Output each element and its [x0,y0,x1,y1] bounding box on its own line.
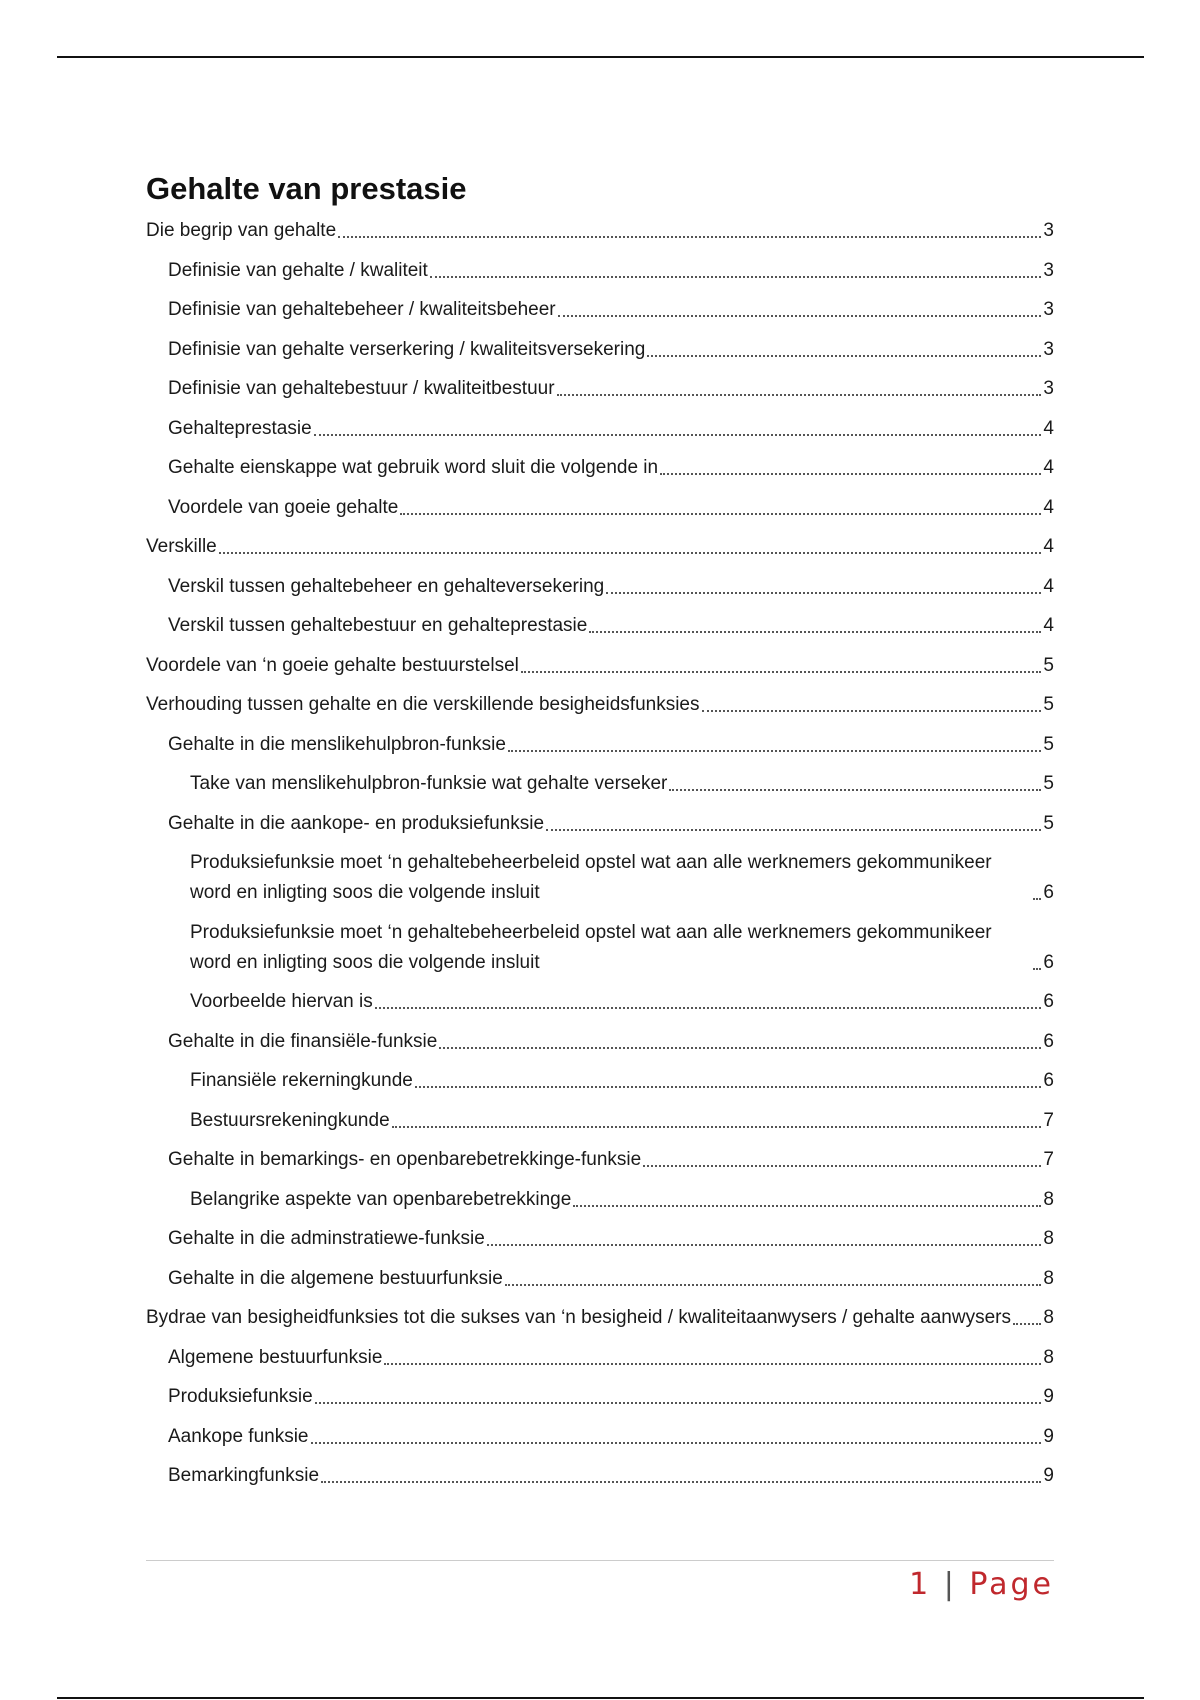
toc-page-number: 3 [1043,220,1054,241]
table-of-contents [146,216,1054,1491]
toc-page-number: 3 [1043,338,1054,360]
toc-entry-text: Finansiële rekerningkunde [190,1070,413,1091]
toc-page-number: 6 [1043,1030,1054,1052]
toc-entry[interactable] [146,769,1054,799]
toc-dot-leader [702,710,1042,712]
toc-entry-text: Voordele van goeie gehalte [168,496,399,518]
toc-entry-text: Gehalte in die algemene bestuurfunksie [168,1267,503,1289]
toc-entry-text: Voorbeelde hiervan is [190,991,373,1012]
toc-dot-leader [589,631,1041,633]
toc-entry-text: Verskil tussen gehaltebeheer en gehalteversekering [168,575,605,597]
toc-dot-leader [1033,898,1041,900]
toc-page-number: 5 [1043,733,1054,755]
toc-entry[interactable] [146,1343,1054,1373]
toc-dot-leader [487,1244,1042,1246]
toc-page-number: 8 [1043,1267,1054,1289]
toc-page-number: 7 [1043,1149,1054,1170]
toc-dot-leader [415,1086,1042,1088]
toc-page-number: 8 [1043,1228,1054,1249]
toc-entry-text: Gehalte in bemarkings- en openbarebetrekkinge-funksie [168,1149,642,1170]
document-body [146,170,1054,1501]
toc-entry[interactable] [146,1264,1054,1294]
toc-entry-text: Produksiefunksie moet ‘n gehaltebeheerbeleid opstel wat aan alle werknemers gekommunikeer word en inligting soos die volgende insluit [190,852,992,903]
toc-entry[interactable] [146,256,1054,286]
toc-page-number: 4 [1043,417,1054,439]
toc-page-number: 6 [1043,882,1054,903]
toc-page-number: 4 [1043,536,1054,557]
toc-entry-text: Gehalte eienskappe wat gebruik word sluit die volgende in [168,457,659,478]
toc-entry-text: Gehalteprestasie [168,417,312,439]
toc-page-number: 8 [1043,1346,1054,1368]
toc-entry-text: Aankope funksie [168,1425,309,1447]
toc-entry-text: Bemarkingfunksie [168,1465,320,1486]
toc-page-number: 5 [1043,812,1054,834]
toc-entry[interactable] [146,651,1054,681]
toc-entry-text: Produksiefunksie [168,1386,313,1407]
toc-dot-leader [314,434,1042,436]
toc-entry-text: Take van menslikehulpbron-funksie wat gehalte verseker [190,773,668,794]
page-footer [909,1567,1054,1602]
toc-entry[interactable] [146,1027,1054,1057]
toc-entry-text: Voordele van ‘n goeie gehalte bestuurstelsel [146,654,519,676]
page-number: 1 [909,1567,932,1602]
toc-entry[interactable] [146,493,1054,523]
toc-entry-text: Algemene bestuurfunksie [168,1346,383,1368]
toc-entry-text: Definisie van gehalte / kwaliteit [168,259,428,281]
toc-dot-leader [315,1402,1042,1404]
toc-entry[interactable] [146,987,1054,1017]
toc-page-number: 6 [1043,991,1054,1012]
toc-page-number: 9 [1043,1386,1054,1407]
toc-entry[interactable] [146,1303,1054,1333]
toc-entry[interactable] [146,611,1054,641]
toc-page-number: 6 [1043,951,1054,973]
toc-entry[interactable] [146,295,1054,325]
toc-page-number: 5 [1043,694,1054,715]
bottom-rule [57,1697,1144,1699]
toc-dot-leader [573,1205,1041,1207]
toc-entry-text: Belangrike aspekte van openbarebetrekkinge [190,1188,572,1210]
toc-dot-leader [1033,968,1041,970]
toc-dot-leader [647,355,1041,357]
toc-page-number: 4 [1043,615,1054,636]
toc-entry[interactable] [146,848,1054,908]
toc-entry[interactable] [146,730,1054,760]
toc-dot-leader [338,236,1041,238]
toc-entry[interactable] [146,690,1054,720]
toc-dot-leader [505,1284,1042,1286]
toc-page-number: 8 [1043,1307,1054,1328]
toc-page-number: 4 [1043,575,1054,597]
toc-page-number: 3 [1043,378,1054,399]
toc-dot-leader [321,1481,1041,1483]
toc-dot-leader [557,394,1042,396]
toc-entry-text: Verskil tussen gehaltebestuur en gehalteprestasie [168,615,588,636]
toc-dot-leader [1013,1323,1041,1325]
toc-page-number: 3 [1043,259,1054,281]
toc-entry[interactable] [146,453,1054,483]
toc-dot-leader [219,552,1042,554]
document-title: Gehalte van prestasie [146,171,467,206]
toc-dot-leader [439,1047,1041,1049]
toc-page-number: 7 [1043,1109,1054,1131]
toc-dot-leader [392,1126,1042,1128]
toc-dot-leader [375,1007,1042,1009]
toc-dot-leader [311,1442,1042,1444]
toc-entry-text: Gehalte in die finansiële-funksie [168,1030,438,1052]
toc-entry-text: Bydrae van besigheidfunksies tot die sukses van ‘n besigheid / kwaliteitaanwysers / gehalte aanwysers [146,1307,1011,1328]
toc-entry-text: Definisie van gehaltebestuur / kwaliteitbestuur [168,378,555,399]
footer-separator: | [943,1567,957,1602]
toc-page-number: 4 [1043,457,1054,478]
header-rule [57,56,1144,58]
toc-entry[interactable] [146,532,1054,562]
toc-entry-text: Gehalte in die adminstratiewe-funksie [168,1228,485,1249]
toc-page-number: 8 [1043,1188,1054,1210]
toc-entry-text: Bestuursrekeningkunde [190,1109,390,1131]
toc-entry[interactable] [146,335,1054,365]
toc-entry-text: Gehalte in die menslikehulpbron-funksie [168,733,506,755]
toc-entry[interactable] [146,809,1054,839]
toc-entry-text: Verhouding tussen gehalte en die verskillende besigheidsfunksies [146,694,700,715]
toc-entry-text: Verskille [146,536,217,557]
toc-dot-leader [558,315,1042,317]
toc-dot-leader [508,750,1041,752]
footer-rule [146,1560,1054,1561]
toc-entry-text: Definisie van gehaltebeheer / kwaliteitsbeheer [168,299,556,320]
toc-page-number: 9 [1043,1425,1054,1447]
toc-dot-leader [546,829,1041,831]
toc-entry[interactable] [146,414,1054,444]
toc-dot-leader [430,276,1042,278]
toc-entry[interactable] [146,918,1054,978]
page-label: Page [969,1567,1054,1602]
toc-page-number: 3 [1043,299,1054,320]
toc-page-number: 4 [1043,496,1054,518]
toc-entry[interactable] [146,216,1054,246]
toc-entry[interactable] [146,1224,1054,1254]
toc-entry[interactable] [146,1145,1054,1175]
toc-dot-leader [400,513,1041,515]
toc-entry[interactable] [146,1382,1054,1412]
toc-entry[interactable] [146,1066,1054,1096]
toc-dot-leader [606,592,1041,594]
toc-dot-leader [669,789,1041,791]
toc-entry[interactable] [146,1461,1054,1491]
toc-entry[interactable] [146,1422,1054,1452]
toc-dot-leader [660,473,1041,475]
toc-entry[interactable] [146,572,1054,602]
toc-page-number: 5 [1043,654,1054,676]
toc-page-number: 6 [1043,1070,1054,1091]
toc-dot-leader [521,671,1042,673]
toc-entry-text: Definisie van gehalte verserkering / kwaliteitsversekering [168,338,646,360]
toc-entry-text: Die begrip van gehalte [146,220,337,241]
toc-entry[interactable] [146,1106,1054,1136]
toc-entry[interactable] [146,374,1054,404]
toc-page-number: 9 [1043,1465,1054,1486]
toc-page-number: 5 [1043,773,1054,794]
toc-entry-text: Produksiefunksie moet ‘n gehaltebeheerbeleid opstel wat aan alle werknemers gekommunikeer word en inligting soos die volgende insluit [190,921,992,973]
toc-entry[interactable] [146,1185,1054,1215]
toc-dot-leader [643,1165,1041,1167]
toc-entry-text: Gehalte in die aankope- en produksiefunksie [168,812,545,834]
toc-dot-leader [384,1363,1041,1365]
